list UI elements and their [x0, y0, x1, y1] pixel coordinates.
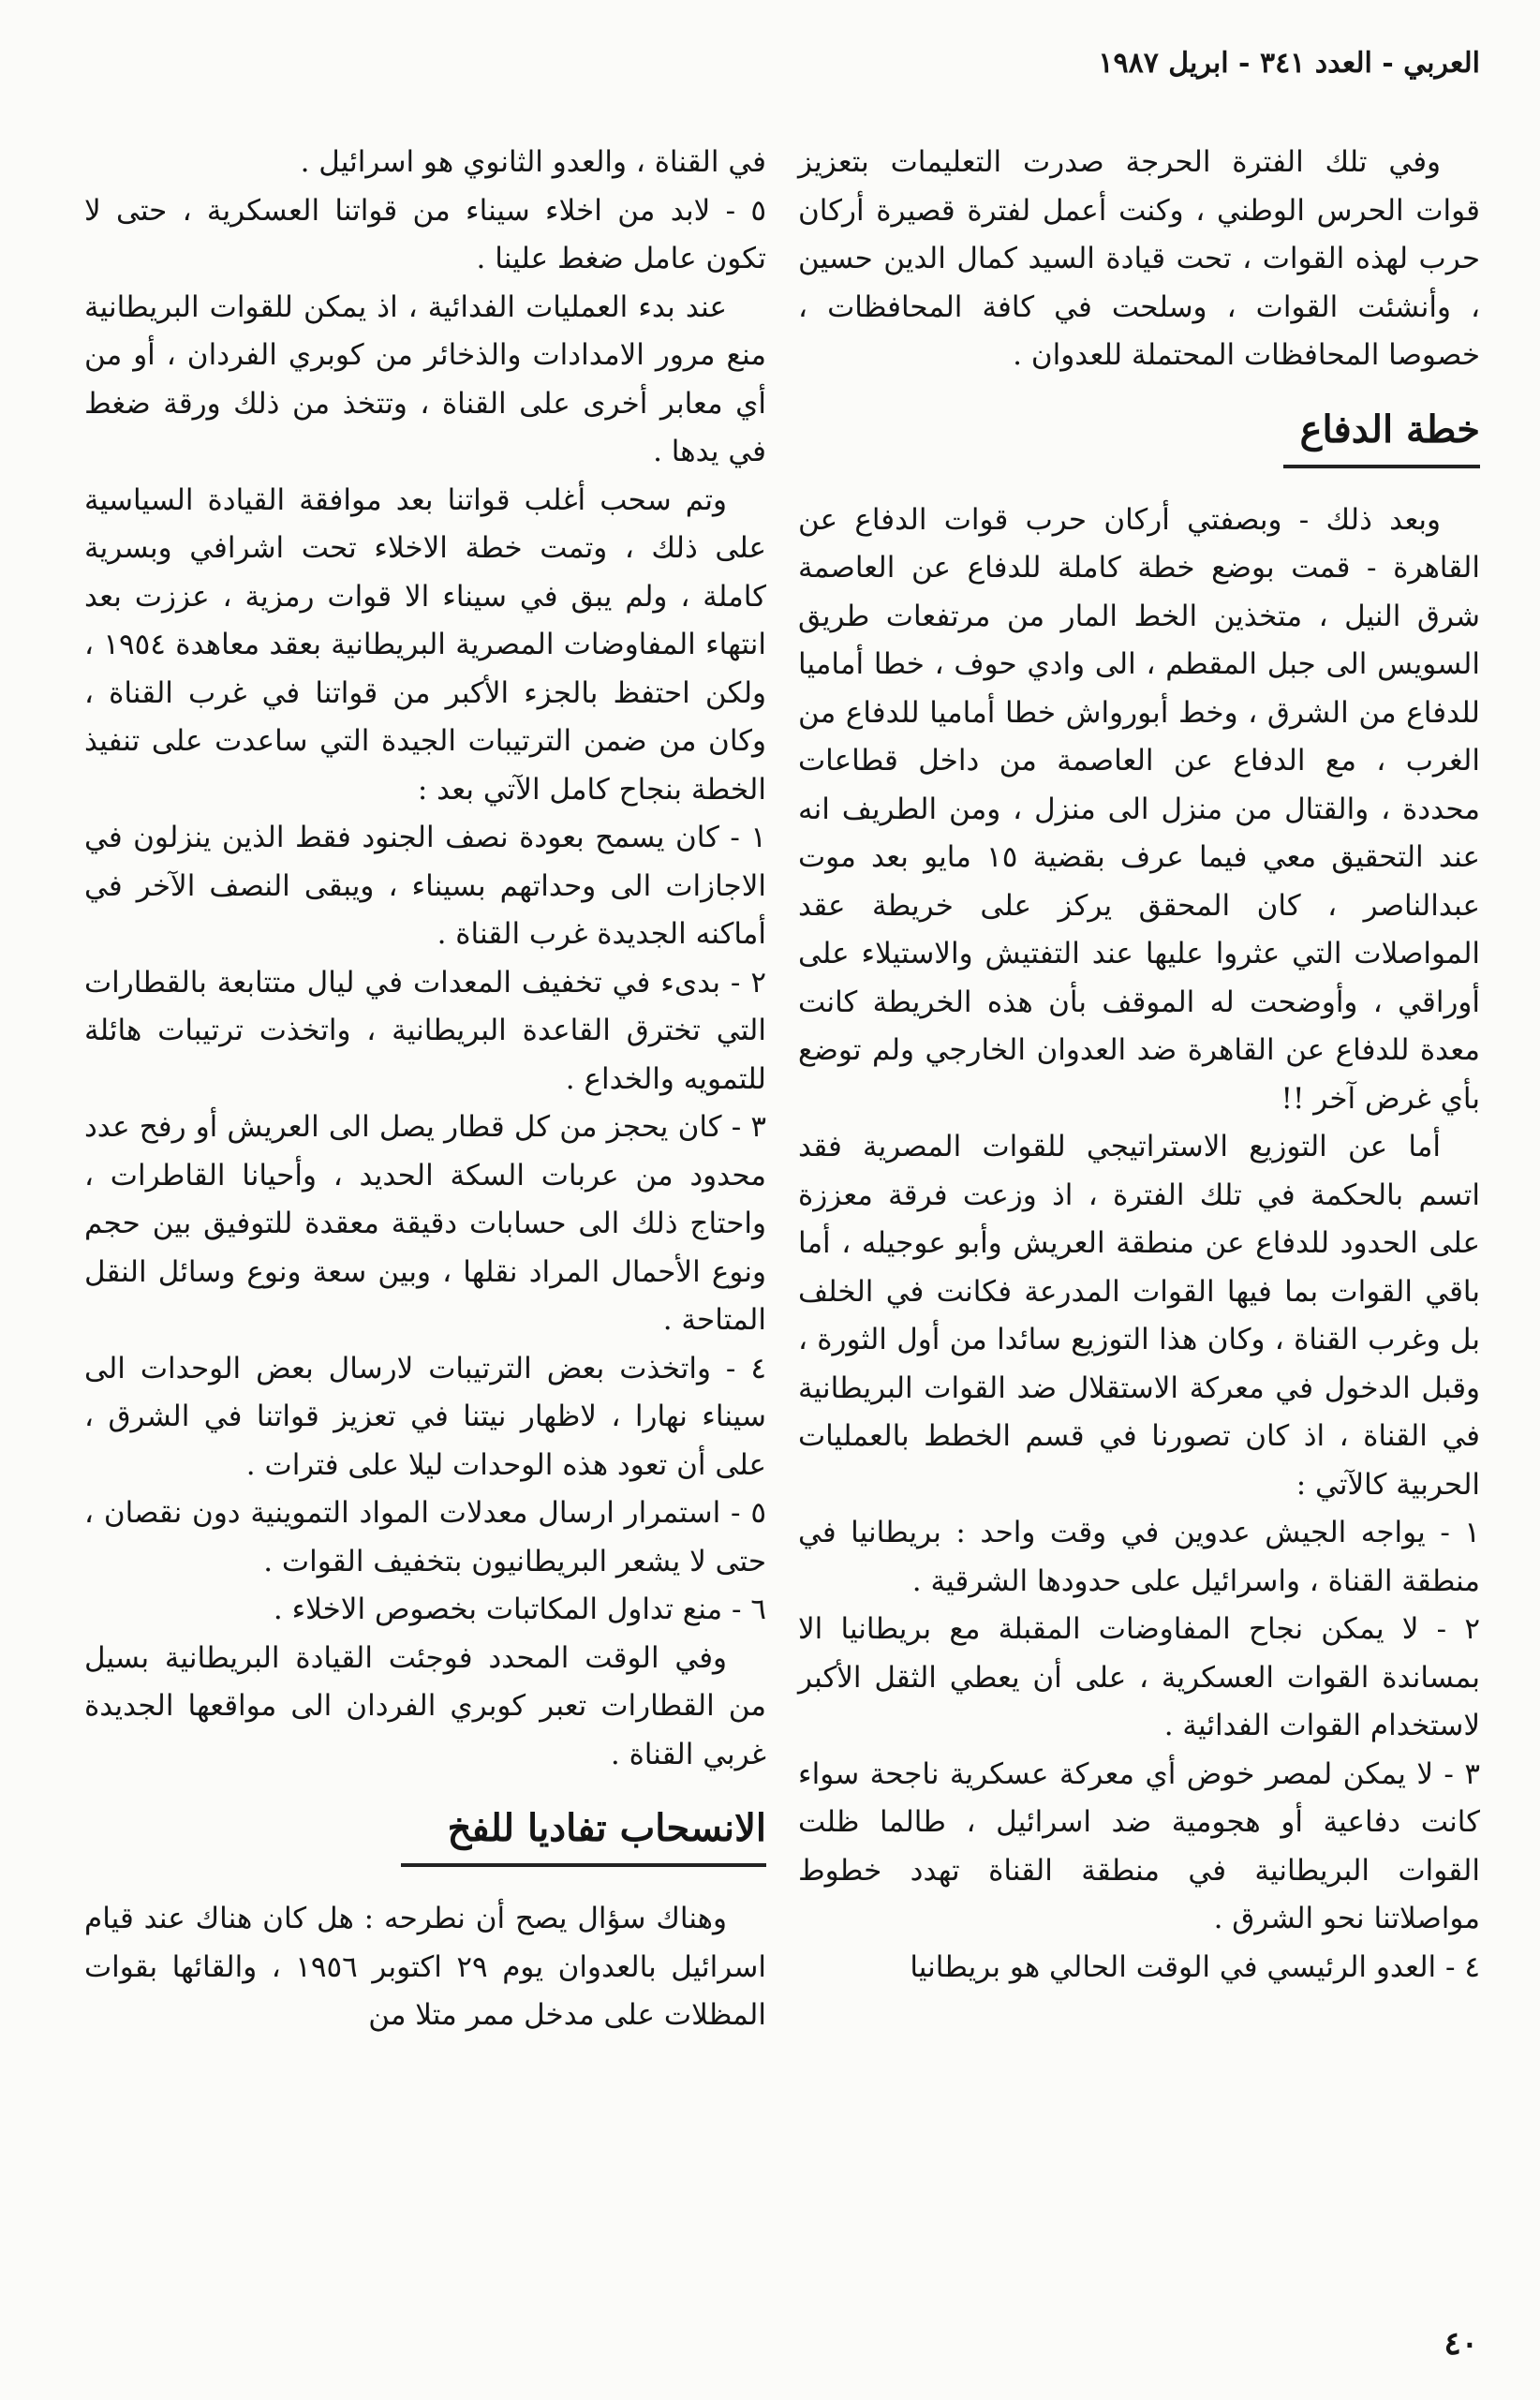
list-item: ٤ - واتخذت بعض الترتيبات لارسال بعض الوحدات الى سيناء نهارا ، لاظهار نيتنا في تعزيز قواتنا في الشرق ، على أن تعود هذه الوحدات ليلا على فترات . — [84, 1351, 766, 1482]
intro-paragraph: وفي تلك الفترة الحرجة صدرت التعليمات بتعزيز قوات الحرس الوطني ، وكنت أعمل لفترة قصيرة أركان حرب لهذه القوات ، تحت قيادة السيد كمال الدين حسين ، وأنشئت القوات ، وسلحت في كافة المحافظات ، خصوصا المحافظات المحتملة للعدوان . — [798, 145, 1480, 372]
list-item: ٦ - منع تداول المكاتبات بخصوص الاخلاء . — [273, 1593, 766, 1626]
running-head: العربي - العدد ٣٤١ - ابريل ١٩٨٧ — [1098, 47, 1480, 80]
list-item: ٥ - استمرار ارسال معدلات المواد التموينية دون نقصان ، حتى لا يشعر البريطانيون بتخفيف القوات . — [84, 1496, 766, 1578]
continuation-paragraph: في القناة ، والعدو الثانوي هو اسرائيل . — [300, 145, 766, 179]
list-item: ٣ - لا يمكن لمصر خوض أي معركة عسكرية ناجحة سواء كانت دفاعية أو هجومية ضد اسرائيل ، طالما ظلت القوات البريطانية في منطقة القناة تهدد خطوط مواصلاتنا نحو الشرق . — [798, 1756, 1480, 1935]
list-item: ١ - يواجه الجيش عدوين في وقت واحد : بريطانيا في منطقة القناة ، واسرائيل على حدودها الشرقية . — [798, 1516, 1480, 1598]
paragraph: أما عن التوزيع الاستراتيجي للقوات المصرية فقد اتسم بالحكمة في تلك الفترة ، اذ وزعت فرقة معززة على الحدود للدفاع عن منطقة العريش وأبو عوجيله ، أما باقي القوات بما فيها القوات المدرعة فكانت في الخلف بل وغرب القناة ، وكان هذا التوزيع سائدا من أول الثورة ، وقبل الدخول في معركة الاستقلال ضد القوات البريطانية في القناة ، اذ كان تصورنا في قسم الخطط بالعمليات الحربية كالآتي : — [798, 1130, 1480, 1502]
section-heading-defense-plan — [798, 401, 1480, 468]
paragraph: وتم سحب أغلب قواتنا بعد موافقة القيادة السياسية على ذلك ، وتمت خطة الاخلاء تحت اشرافي وبسرية كاملة ، ولم يبق في سيناء الا قوات رمزية ، عززت بعد انتهاء المفاوضات المصرية البريطانية بعقد معاهدة ١٩٥٤ ، ولكن احتفظ بالجزء الأكبر من قواتنا في غرب القناة ، وكان من ضمن الترتيبات الجيدة التي ساعدت على تنفيذ الخطة بنجاح كامل الآتي بعد : — [84, 482, 766, 807]
paragraph: وفي الوقت المحدد فوجئت القيادة البريطانية بسيل من القطارات تعبر كوبري الفردان الى مواقعها الجديدة غربي القناة . — [84, 1640, 766, 1771]
list-item: ٢ - بدىء في تخفيف المعدات في ليال متتابعة بالقطارات التي تخترق القاعدة البريطانية ، واتخذت ترتيبات هائلة للتمويه والخداع . — [84, 965, 766, 1096]
list-item: ٢ - لا يمكن نجاح المفاوضات المقبلة مع بريطانيا الا بمساندة القوات العسكرية ، على أن يعطي الثقل الأكبر لاستخدام القوات الفدائية . — [798, 1612, 1480, 1742]
section-heading-text: الانسحاب تفاديا للفخ — [401, 1800, 766, 1867]
paragraph: عند بدء العمليات الفدائية ، اذ يمكن للقوات البريطانية منع مرور الامدادات والذخائر من كوبري الفردان ، أو من أي معابر أخرى على القناة ، وتتخذ من ذلك ورقة ضغط في يدها . — [84, 289, 766, 468]
list-item: ٤ - العدو الرئيسي في الوقت الحالي هو بريطانيا — [910, 1949, 1480, 1984]
list-item: ١ - كان يسمح بعودة نصف الجنود فقط الذين ينزلون في الاجازات الى وحداتهم بسيناء ، ويبقى النصف الآخر في أماكنه الجديدة غرب القناة . — [84, 821, 766, 951]
list-item: ٣ - كان يحجز من كل قطار يصل الى العريش أو رفح عدد محدود من عربات السكة الحديد ، وأحيانا القاطرات ، واحتاج ذلك الى حسابات دقيقة معقدة للتوفيق بين حجم ونوع الأحمال المراد نقلها ، وبين سعة ونوع وسائل النقل المتاحة . — [84, 1110, 766, 1337]
paragraph: وبعد ذلك - وبصفتي أركان حرب قوات الدفاع عن القاهرة - قمت بوضع خطة كاملة للدفاع عن العاصمة شرق النيل ، متخذين الخط المار من مرتفعات طريق السويس الى جبل المقطم ، الى وادي حوف ، خطا أماميا للدفاع من الشرق ، وخط أبورواش خطا أماميا للدفاع من الغرب ، مع الدفاع عن العاصمة من داخل قطاعات محددة ، والقتال من منزل الى منزل ، ومن الطريف انه عند التحقيق معي فيما عرف بقضية ١٥ مايو بعد موت عبدالناصر ، كان المحقق يركز على خريطة عقد المواصلات التي عثروا عليها عند التفتيش والاستيلاء على أوراقي ، وأوضحت له الموقف بأن هذه الخريطة كانت معدة للدفاع عن القاهرة ضد العدوان الخارجي ولم توضع بأي غرض آخر !! — [798, 502, 1481, 1116]
section-heading-withdrawal — [84, 1800, 766, 1867]
list-item: ٥ - لابد من اخلاء سيناء من قواتنا العسكرية ، حتى لا تكون عامل ضغط علينا . — [84, 193, 766, 275]
page-number: ٤٠ — [1444, 2325, 1478, 2363]
left-column — [84, 139, 766, 2040]
right-column — [798, 139, 1480, 1992]
section-heading-text: خطة الدفاع — [1283, 401, 1480, 468]
paragraph: وهناك سؤال يصح أن نطرحه : هل كان هناك عند قيام اسرائيل بالعدوان يوم ٢٩ اكتوبر ١٩٥٦ ، والقائها بقوات المظلات على مدخل ممر متلا من — [84, 1902, 766, 2032]
